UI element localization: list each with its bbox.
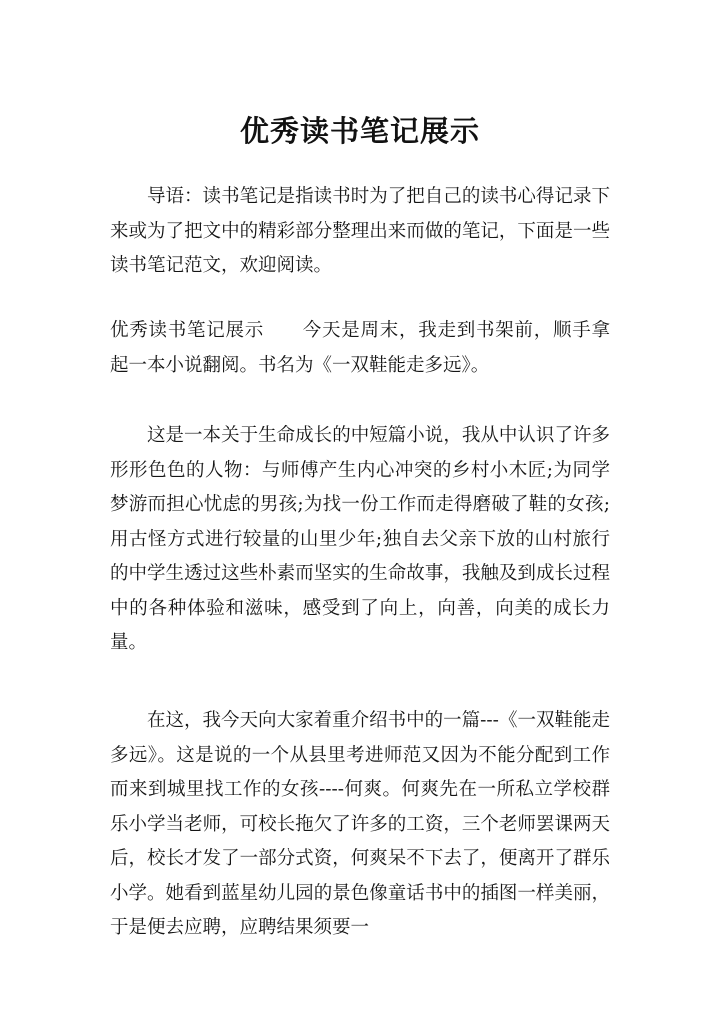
section-paragraph xyxy=(110,314,610,383)
body-paragraph-story: 在这，我今天向大家着重介绍书中的一篇---《一双鞋能走多远》。这是说的一个从县里考进师范又因为不能分配到工作而来到城里找工作的女孩----何爽。何爽先在一所私立学校群乐小学当老师，可校长拖欠了许多的工资，三个老师罢课两天后，校长才发了一部分式资，何爽呆不下去了，便离开了群乐小学。她看到蓝星幼儿园的景色像童话书中的插图一样美丽，于是便去应聘，应聘结果须要一 xyxy=(110,710,610,938)
body-paragraph-characters: 这是一本关于生命成长的中短篇小说，我从中认识了许多形形色色的人物：与师傅产生内心冲突的乡村小木匠;为同学梦游而担心忧虑的男孩;为找一份工作而走得磨破了鞋的女孩;用古怪方式进行较量的山里少年;独自去父亲下放的山村旅行的中学生透过这些朴素而坚实的生命故事，我触及到成长过程中的各种体验和滋味，感受到了向上，向善，向美的成长力量。 xyxy=(110,425,610,653)
section-text: 今天是周末，我走到书架前，顺手拿起一本小说翻阅。书名为《一双鞋能走多远》。 xyxy=(110,320,610,376)
document-title: 优秀读书笔记展示 xyxy=(239,114,480,149)
section-heading: 优秀读书笔记展示 xyxy=(110,320,264,341)
intro-paragraph: 导语：读书笔记是指读书时为了把自己的读书心得记录下来或为了把文中的精彩部分整理出来而做的笔记，下面是一些读书笔记范文，欢迎阅读。 xyxy=(110,186,610,276)
